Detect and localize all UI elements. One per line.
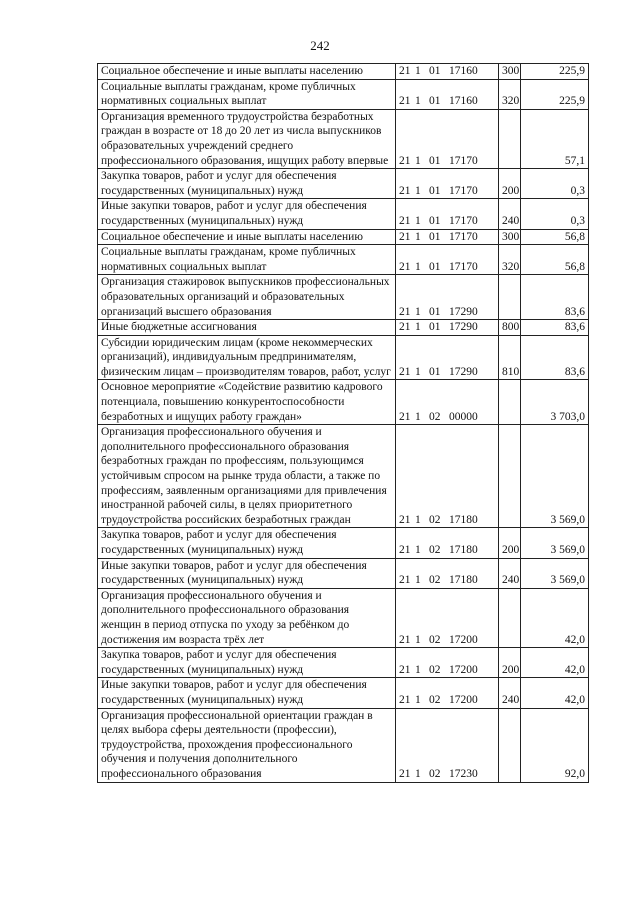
code-part-4: 17200 <box>449 663 478 676</box>
code-part-4: 17160 <box>449 65 478 77</box>
row-sum: 42,0 <box>521 648 589 678</box>
code-part-1: 21 <box>399 410 411 423</box>
code-part-2: 1 <box>415 260 421 273</box>
code-part-2: 1 <box>415 214 421 227</box>
row-code <box>396 245 499 275</box>
row-name: Социальное обеспечение и иные выплаты населению <box>98 64 396 80</box>
code-part-2: 1 <box>415 184 421 197</box>
table-row <box>98 528 589 558</box>
row-sum: 56,8 <box>521 229 589 245</box>
table-row <box>98 109 589 168</box>
row-sum: 42,0 <box>521 588 589 647</box>
code-part-1: 21 <box>399 230 411 243</box>
row-sum: 83,6 <box>521 320 589 336</box>
code-part-2: 1 <box>415 65 421 77</box>
code-part-3: 02 <box>429 410 441 423</box>
table-row <box>98 588 589 647</box>
code-part-1: 21 <box>399 513 411 526</box>
table-row <box>98 380 589 425</box>
code-part-4: 00000 <box>449 410 478 423</box>
row-name: Закупка товаров, работ и услуг для обеспечения государственных (муниципальных) нужд <box>98 169 396 199</box>
code-part-1: 21 <box>399 154 411 167</box>
table-row <box>98 229 589 245</box>
row-sum: 0,3 <box>521 199 589 229</box>
code-part-2: 1 <box>415 95 421 108</box>
row-code <box>396 275 499 320</box>
code-part-2: 1 <box>415 544 421 556</box>
row-name: Иные закупки товаров, работ и услуг для обеспечения государственных (муниципальных) нужд <box>98 558 396 588</box>
row-sum: 92,0 <box>521 708 589 782</box>
code-part-2: 1 <box>415 767 421 780</box>
code-part-3: 01 <box>429 154 441 167</box>
row-expense-type: 300 <box>499 229 521 245</box>
row-sum: 42,0 <box>521 678 589 708</box>
row-code <box>396 169 499 199</box>
row-code <box>396 320 499 336</box>
code-part-4: 17170 <box>449 260 478 273</box>
code-part-4: 17290 <box>449 305 478 318</box>
row-code <box>396 335 499 380</box>
code-part-4: 17290 <box>449 321 478 334</box>
row-expense-type: 320 <box>499 245 521 275</box>
code-part-3: 01 <box>429 365 441 378</box>
row-expense-type: 200 <box>499 648 521 678</box>
code-part-4: 17180 <box>449 574 478 587</box>
code-part-2: 1 <box>415 693 421 706</box>
row-name: Организация стажировок выпускников профессиональных образовательных организаций и образовательных организаций высшего образования <box>98 275 396 320</box>
row-name: Иные бюджетные ассигнования <box>98 320 396 336</box>
row-expense-type: 200 <box>499 528 521 558</box>
row-expense-type: 200 <box>499 169 521 199</box>
code-part-1: 21 <box>399 365 411 378</box>
row-name: Организация профессионального обучения и дополнительного профессионального образования безработных граждан по профессиям, пользующимся устойчивым спросом на рынке труда области, а также по профессиям, заявленным организациями для привлечения иностранной рабочей силы, в целях приоритетного трудоустройства российских безработных граждан <box>98 425 396 528</box>
row-code <box>396 64 499 80</box>
row-expense-type <box>499 425 521 528</box>
code-part-3: 01 <box>429 305 441 318</box>
row-expense-type <box>499 588 521 647</box>
code-part-1: 21 <box>399 633 411 646</box>
code-part-3: 02 <box>429 513 441 526</box>
table-row <box>98 320 589 336</box>
row-expense-type: 800 <box>499 320 521 336</box>
row-name: Организация профессиональной ориентации граждан в целях выбора сферы деятельности (профессии), трудоустройства, прохождения профессионального обучения и получения дополнительного профессионального образования <box>98 708 396 782</box>
code-part-4: 17170 <box>449 184 478 197</box>
code-part-4: 17170 <box>449 230 478 243</box>
row-sum: 83,6 <box>521 335 589 380</box>
row-expense-type: 300 <box>499 64 521 80</box>
code-part-2: 1 <box>415 410 421 423</box>
row-name: Основное мероприятие «Содействие развитию кадрового потенциала, повышению конкурентоспособности безработных и ищущих работу граждан» <box>98 380 396 425</box>
row-sum: 3 569,0 <box>521 558 589 588</box>
code-part-4: 17180 <box>449 544 478 556</box>
row-name: Закупка товаров, работ и услуг для обеспечения государственных (муниципальных) нужд <box>98 528 396 558</box>
code-part-4: 17160 <box>449 95 478 108</box>
row-code <box>396 79 499 109</box>
table-row <box>98 64 589 80</box>
code-part-1: 21 <box>399 95 411 108</box>
code-part-1: 21 <box>399 767 411 780</box>
row-name: Социальные выплаты гражданам, кроме публичных нормативных социальных выплат <box>98 79 396 109</box>
code-part-4: 17200 <box>449 693 478 706</box>
table-row <box>98 79 589 109</box>
row-code <box>396 558 499 588</box>
row-name: Иные закупки товаров, работ и услуг для обеспечения государственных (муниципальных) нужд <box>98 678 396 708</box>
row-sum: 3 569,0 <box>521 425 589 528</box>
code-part-1: 21 <box>399 574 411 587</box>
code-part-4: 17230 <box>449 767 478 780</box>
table-row <box>98 678 589 708</box>
code-part-1: 21 <box>399 321 411 334</box>
row-name: Организация временного трудоустройства безработных граждан в возрасте от 18 до 20 лет из числа выпускников образовательных учреждений среднего профессионального образования, ищущих работу впервые <box>98 109 396 168</box>
row-expense-type <box>499 708 521 782</box>
row-sum: 3 569,0 <box>521 528 589 558</box>
page-number: 242 <box>310 38 330 53</box>
table-row <box>98 245 589 275</box>
row-sum: 0,3 <box>521 169 589 199</box>
code-part-4: 17180 <box>449 513 478 526</box>
code-part-2: 1 <box>415 321 421 334</box>
code-part-3: 01 <box>429 321 441 334</box>
code-part-2: 1 <box>415 305 421 318</box>
row-sum: 56,8 <box>521 245 589 275</box>
code-part-3: 01 <box>429 214 441 227</box>
code-part-1: 21 <box>399 214 411 227</box>
row-name: Закупка товаров, работ и услуг для обеспечения государственных (муниципальных) нужд <box>98 648 396 678</box>
code-part-3: 02 <box>429 663 441 676</box>
code-part-2: 1 <box>415 574 421 587</box>
code-part-4: 17200 <box>449 633 478 646</box>
row-sum: 225,9 <box>521 64 589 80</box>
row-sum: 3 703,0 <box>521 380 589 425</box>
code-part-1: 21 <box>399 663 411 676</box>
table-row <box>98 558 589 588</box>
table-row <box>98 199 589 229</box>
budget-table <box>97 63 589 783</box>
code-part-1: 21 <box>399 260 411 273</box>
row-code <box>396 708 499 782</box>
code-part-3: 02 <box>429 693 441 706</box>
row-code <box>396 425 499 528</box>
code-part-3: 02 <box>429 574 441 587</box>
row-name: Организация профессионального обучения и дополнительного профессионального образования женщин в период отпуска по уходу за ребёнком до достижения им возраста трёх лет <box>98 588 396 647</box>
row-code <box>396 199 499 229</box>
code-part-1: 21 <box>399 65 411 77</box>
row-expense-type: 810 <box>499 335 521 380</box>
row-expense-type: 240 <box>499 199 521 229</box>
code-part-3: 01 <box>429 95 441 108</box>
budget-table-body <box>98 64 589 783</box>
row-code <box>396 528 499 558</box>
code-part-2: 1 <box>415 154 421 167</box>
table-row <box>98 648 589 678</box>
row-name: Социальные выплаты гражданам, кроме публичных нормативных социальных выплат <box>98 245 396 275</box>
code-part-4: 17290 <box>449 365 478 378</box>
code-part-3: 02 <box>429 544 441 556</box>
row-code <box>396 380 499 425</box>
row-code <box>396 588 499 647</box>
code-part-1: 21 <box>399 544 411 556</box>
row-expense-type <box>499 109 521 168</box>
row-expense-type: 320 <box>499 79 521 109</box>
code-part-4: 17170 <box>449 214 478 227</box>
code-part-2: 1 <box>415 230 421 243</box>
row-expense-type: 240 <box>499 678 521 708</box>
row-code <box>396 678 499 708</box>
code-part-3: 01 <box>429 230 441 243</box>
row-name: Субсидии юридическим лицам (кроме некоммерческих организаций), индивидуальным предпринимателям, физическим лицам – производителям товаров, работ, услуг <box>98 335 396 380</box>
table-row <box>98 425 589 528</box>
code-part-1: 21 <box>399 693 411 706</box>
code-part-3: 01 <box>429 184 441 197</box>
row-code <box>396 109 499 168</box>
code-part-1: 21 <box>399 184 411 197</box>
table-row <box>98 169 589 199</box>
code-part-3: 01 <box>429 65 441 77</box>
code-part-1: 21 <box>399 305 411 318</box>
row-expense-type: 240 <box>499 558 521 588</box>
row-sum: 225,9 <box>521 79 589 109</box>
row-name: Социальное обеспечение и иные выплаты населению <box>98 229 396 245</box>
code-part-2: 1 <box>415 513 421 526</box>
table-row <box>98 335 589 380</box>
code-part-3: 02 <box>429 767 441 780</box>
code-part-4: 17170 <box>449 154 478 167</box>
row-expense-type <box>499 380 521 425</box>
row-expense-type <box>499 275 521 320</box>
table-row <box>98 275 589 320</box>
code-part-3: 02 <box>429 633 441 646</box>
row-sum: 57,1 <box>521 109 589 168</box>
table-row <box>98 708 589 782</box>
code-part-2: 1 <box>415 663 421 676</box>
code-part-2: 1 <box>415 633 421 646</box>
row-code <box>396 648 499 678</box>
row-name: Иные закупки товаров, работ и услуг для обеспечения государственных (муниципальных) нужд <box>98 199 396 229</box>
row-code <box>396 229 499 245</box>
code-part-2: 1 <box>415 365 421 378</box>
code-part-3: 01 <box>429 260 441 273</box>
row-sum: 83,6 <box>521 275 589 320</box>
